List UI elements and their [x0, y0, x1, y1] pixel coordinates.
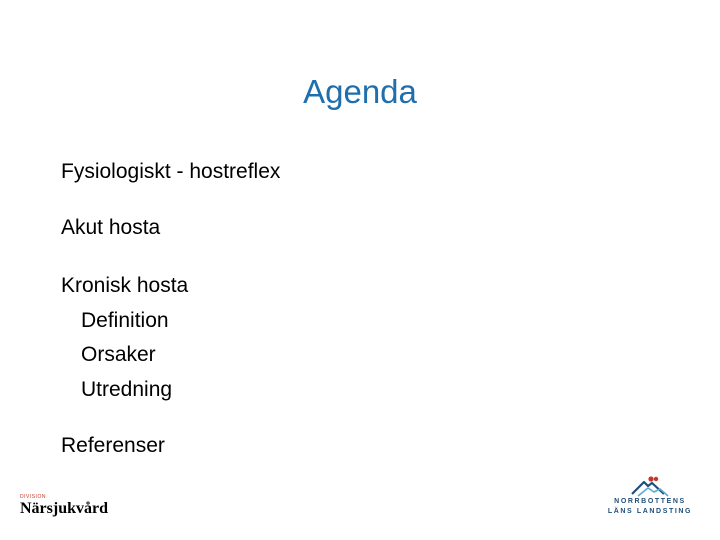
agenda-item-acute-cough: Akut hosta [61, 216, 161, 239]
logo-text-line2: LÄNS LANDSTING [607, 508, 693, 515]
agenda-item-chronic-cough: Kronisk hosta [61, 274, 189, 297]
organization-logo [600, 474, 700, 520]
slide-title-text: Agenda [303, 73, 417, 110]
agenda-subitem-causes: Orsaker [81, 343, 156, 366]
agenda-item-references: Referenser [61, 434, 165, 457]
division-name: Närsjukvård [20, 500, 109, 517]
division-label: DIVISION [20, 494, 46, 500]
division-footer [20, 494, 108, 518]
slide-title [0, 70, 720, 114]
norrbotten-logo-icon [630, 474, 670, 498]
logo-text-line1: NORRBOTTENS [614, 498, 686, 505]
agenda-subitem-definition: Definition [81, 309, 169, 332]
agenda-subitem-investigation: Utredning [81, 378, 173, 401]
agenda-item-physiology: Fysiologiskt - hostreflex [61, 160, 281, 183]
